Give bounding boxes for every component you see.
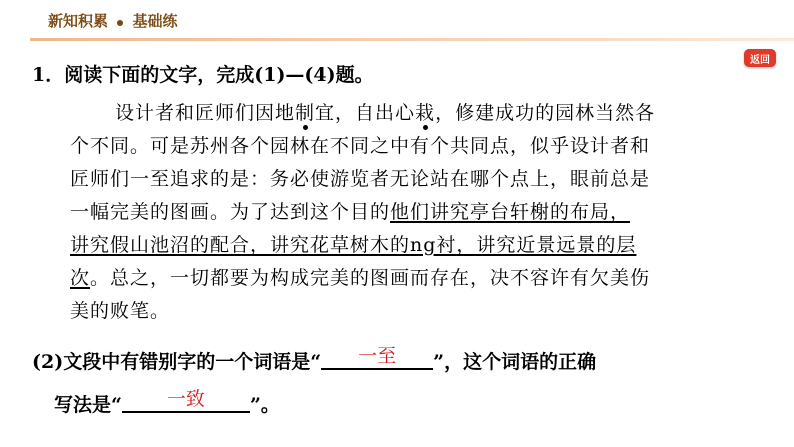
answer-text-2: 一致: [166, 388, 205, 410]
question-prompt: 阅读下面的文字，完成(1)—(4)题。: [64, 64, 374, 86]
sub-question-2: [32, 342, 596, 428]
passage-line-6: 次。总之，一切都要为构成完美的图画而存在，决不容许有欠美伤: [70, 267, 651, 289]
passage-line-5: [70, 229, 750, 262]
back-button[interactable]: [744, 49, 776, 67]
header-title-left: 新知积累: [48, 12, 109, 30]
answer-blank-2: [122, 389, 250, 413]
answer-blank-1: [321, 346, 433, 370]
passage-line-2: 个不同。可是苏州各个园林在不同之中有个共同点，似乎设计者和: [70, 135, 651, 157]
question-number: 1．: [32, 64, 65, 86]
underlined-phrase: 他们讲究亭台轩榭的布局，: [390, 201, 631, 223]
underlined-phrase: 讲究假山池沼的配合，讲究花草树木的: [70, 234, 411, 256]
emphasis-dot-char: 制: [295, 102, 316, 124]
question-heading: [32, 60, 374, 87]
pinyin-fragment: ng衬: [410, 234, 457, 256]
header-title: [48, 10, 178, 31]
header-divider: [30, 38, 794, 41]
passage-line-7: 美的败笔。: [70, 300, 171, 322]
sub-question-line-1: (2)文段中有错别字的一个词语是“ 一至 ”，这个词语的正确: [32, 342, 596, 385]
header-title-right: 基础练: [132, 12, 178, 30]
sub-question-line-2: 写法是“ 一致 ”。: [32, 385, 596, 428]
sub-question-label: (2): [32, 351, 64, 373]
answer-text-1: 一至: [358, 345, 397, 367]
emphasis-dot-char: 栽: [415, 102, 436, 124]
passage-line-1: 设计者和匠师们因地制宜，自出心栽，修建成功的园林当然各: [115, 102, 656, 124]
underlined-phrase: 次: [70, 267, 91, 289]
reading-passage: [70, 97, 750, 328]
back-button-label: 返回: [750, 54, 770, 66]
passage-line-4: 一幅完美的图画。为了达到这个目的他们讲究亭台轩榭的布局，: [70, 201, 631, 223]
underlined-phrase: ，讲究近景远景的层: [456, 234, 637, 256]
passage-line-3: 匠师们一至追求的是：务必使游览者无论站在哪个点上，眼前总是: [70, 168, 651, 190]
